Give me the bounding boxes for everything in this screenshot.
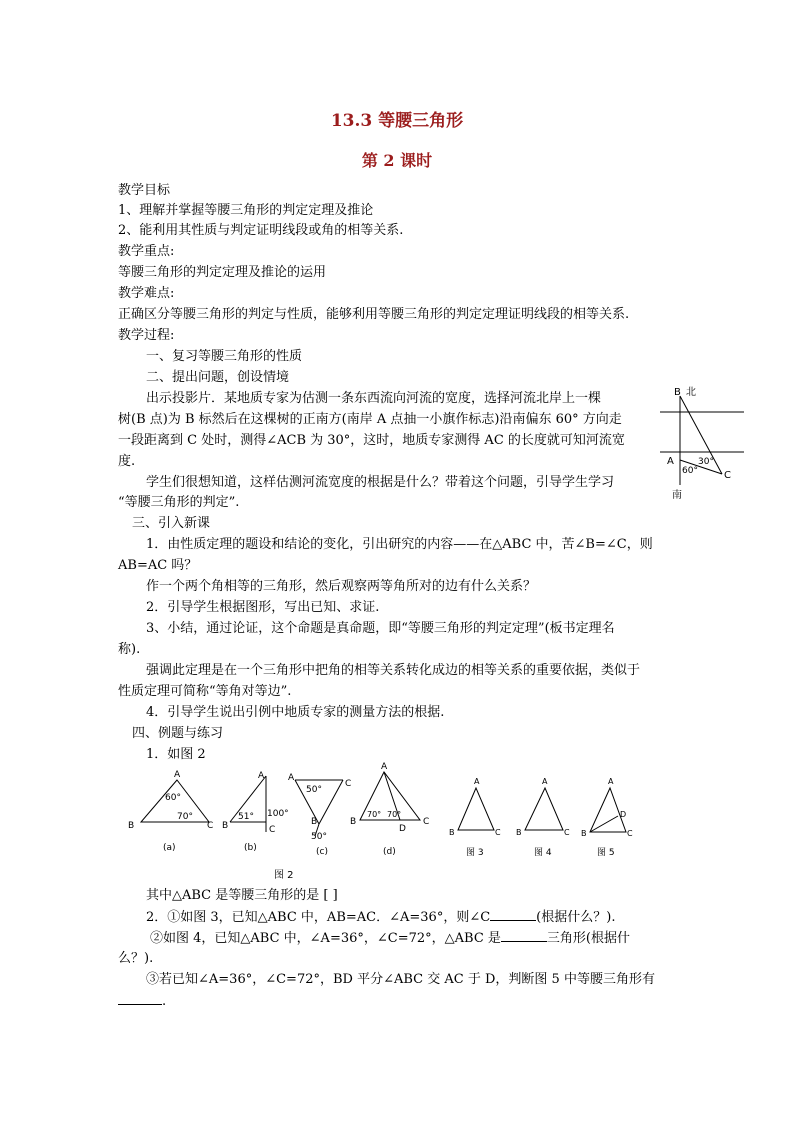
north-label: 北	[686, 387, 696, 398]
figure-caption: (d)	[383, 847, 396, 856]
figure-caption: (c)	[316, 847, 328, 856]
triangle-shape	[525, 788, 563, 830]
new-4: 4．引导学生说出引例中地质专家的测量方法的根据.	[146, 705, 445, 720]
triangle-shape	[458, 788, 494, 830]
difficulty-heading: 教学难点:	[118, 286, 175, 301]
point-c-label: C	[724, 470, 731, 481]
figure-2a	[125, 766, 220, 856]
angle-label: 50°	[306, 785, 322, 795]
goal-1: 1、理解并掌握等腰三角形的判定定理及推论	[118, 203, 374, 218]
new-1-line-2: AB=AC 吗？	[118, 558, 198, 573]
document-title: 13.3 等腰三角形	[330, 111, 464, 131]
question-2b-tail: 三角形(根据什	[546, 931, 630, 946]
side-bc	[319, 780, 343, 824]
answer-blank	[490, 907, 536, 921]
paragraph-1-line-4: 度.	[118, 454, 136, 469]
angle-60-label: 60°	[682, 466, 698, 476]
south-label: 南	[672, 490, 682, 501]
new-3-line-3: 强调此定理是在一个三角形中把角的相等关系转化成边的相等关系的重要依据，类似于	[146, 663, 641, 678]
process-heading: 教学过程:	[118, 328, 175, 343]
exercise-1: 1．如图 2	[146, 747, 206, 762]
new-2: 2．引导学生根据图形，写出已知、求证.	[146, 600, 380, 615]
vertex-a-label: A	[381, 762, 388, 772]
goal-2: 2、能利用其性质与判定证明线段或角的相等关系.	[118, 223, 404, 238]
point-b-label: B	[674, 387, 681, 398]
new-3-line-1: 3、小结，通过论证，这个命题是真命题，即“等腰三角形的判定定理”(板书定理名	[146, 621, 615, 636]
figure-2c	[285, 766, 360, 856]
paragraph-2-line-2: “等腰三角形的判定”.	[118, 495, 240, 510]
paragraph-1-line-2: 树(B 点)为 B 标然后在这棵树的正南方(南岸 A 点抽一小旗作标志)沿南偏东 60° 方向走	[118, 412, 622, 427]
vertex-a-label: A	[258, 771, 265, 781]
vertex-c-label: C	[345, 779, 352, 789]
figure-caption: 图 4	[534, 848, 552, 858]
vertex-b-label: B	[449, 828, 455, 837]
vertex-d-label: D	[399, 824, 406, 834]
key-heading: 教学重点:	[118, 244, 175, 259]
new-3-line-4: 性质定理可简称“等角对等边”.	[118, 684, 292, 699]
paragraph-2-line-1: 学生们很想知道，这样估测河流宽度的根据是什么？带着这个问题，引导学生学习	[146, 475, 615, 490]
angle-label: 70°	[367, 810, 382, 819]
angle-label: 51°	[238, 812, 254, 822]
angle-label: 100°	[267, 809, 289, 819]
paragraph-1-line-1: 出示投影片．某地质专家为估测一条东西流向河流的宽度，选择河流北岸上一棵	[146, 391, 602, 406]
new-1-line-1: 1．由性质定理的题设和结论的变化，引出研究的内容——在△ABC 中，苦∠B=∠C，则	[146, 537, 653, 552]
step-3: 三、引入新课	[132, 516, 211, 531]
vertex-c-label: C	[269, 825, 276, 835]
vertex-b-label: B	[222, 821, 229, 831]
new-3-line-2: 称).	[118, 642, 141, 657]
document-subtitle: 第 2 课时	[361, 151, 433, 170]
vertex-c-label: C	[564, 828, 570, 837]
vertex-a-label: A	[474, 777, 480, 786]
question-2a	[146, 907, 615, 928]
point-a-label: A	[667, 456, 674, 467]
vertex-c-label: C	[423, 817, 430, 827]
vertex-c-label: C	[495, 828, 501, 837]
vertex-b-label: B	[128, 821, 135, 831]
figure-2d	[350, 760, 435, 856]
answer-blank	[118, 991, 162, 1005]
question-2c-line-2	[118, 991, 166, 1012]
step-4: 四、例题与练习	[132, 726, 224, 741]
step-1: 一、复习等腰三角形的性质	[146, 349, 303, 364]
vertex-c-label: C	[627, 829, 633, 838]
question-2b-text: ②如图 4，已知△ABC 中，∠A=36°，∠C=72°，△ABC 是	[150, 931, 501, 946]
question-2a-tail: (根据什么？).	[536, 910, 616, 925]
figure-2-caption: 图 2	[274, 870, 294, 881]
figure-5	[580, 774, 640, 860]
segment-bd	[590, 816, 618, 832]
figure-caption: 图 5	[597, 848, 615, 858]
vertex-a-label: A	[288, 773, 295, 783]
question-2b-line-2: 么？).	[118, 951, 154, 966]
difficulty-text: 正确区分等腰三角形的判定与性质，能够利用等腰三角形的判定定理证明线段的相等关系.	[118, 307, 630, 322]
new-1-line-3: 作一个两个角相等的三角形，然后观察两等角所对的边有什么关系？	[146, 579, 537, 594]
goals-heading: 教学目标	[118, 183, 171, 198]
step-2: 二、提出问题，创设情境	[146, 370, 290, 385]
angle-30-label: 30°	[698, 457, 714, 467]
paragraph-1-line-3: 一段距离到 C 处时，测得∠ACB 为 30°，这时，地质专家测得 AC 的长度就可知河流宽	[118, 433, 625, 448]
vertex-b-label: B	[516, 828, 522, 837]
angle-label: 50°	[311, 832, 327, 842]
question-2a-text: 2．①如图 3，已知△ABC 中，AB=AC．∠A=36°，则∠C	[146, 910, 491, 925]
answer-blank	[501, 928, 547, 942]
vertex-a-label: A	[542, 777, 548, 786]
question-2c-end: .	[162, 994, 167, 1009]
question-2c: ③若已知∠A=36°，∠C=72°，BD 平分∠ABC 交 AC 于 D，判断图 5 中等腰三角形有	[146, 972, 655, 987]
vertex-a-label: A	[174, 770, 181, 780]
figure-caption: (b)	[244, 843, 257, 853]
angle-label: 60°	[165, 793, 181, 803]
vertex-d-label: D	[620, 810, 627, 819]
question-1: 其中△ABC 是等腰三角形的是 [ ]	[146, 888, 338, 903]
key-text: 等腰三角形的判定定理及推论的运用	[118, 265, 327, 280]
angle-label: 70°	[177, 812, 193, 822]
figure-caption: 图 3	[466, 848, 484, 858]
vertex-b-label: B	[350, 817, 357, 827]
vertex-a-label: A	[608, 777, 614, 786]
vertex-b-label: B	[581, 829, 587, 838]
question-2b	[150, 928, 630, 949]
vertex-b-label: B	[311, 817, 318, 827]
river-figure	[660, 380, 780, 505]
figure-4	[513, 774, 573, 860]
figure-caption: (a)	[163, 843, 176, 853]
angle-label: 70°	[387, 810, 402, 819]
vertex-c-label: C	[207, 821, 214, 831]
figure-3	[446, 774, 506, 860]
